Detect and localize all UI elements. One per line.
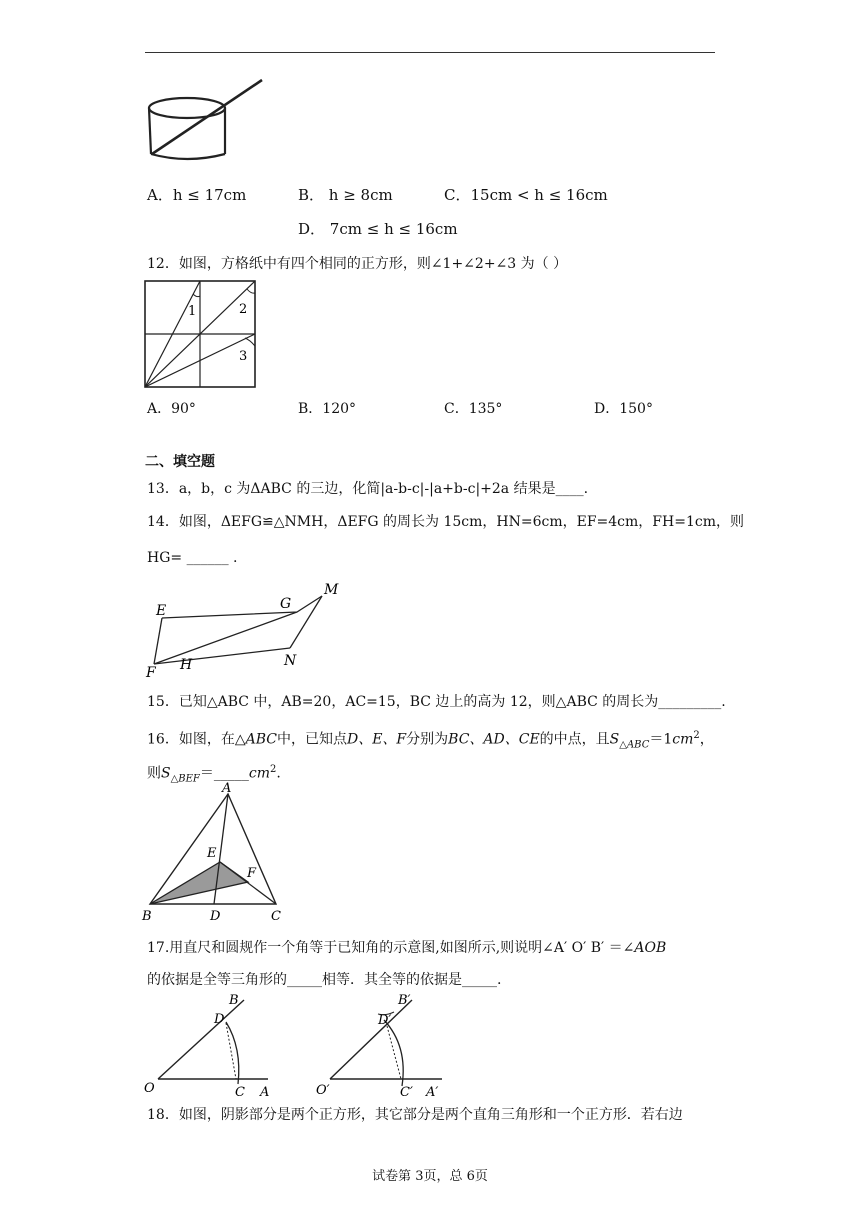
q16-text-segment: ， [699,731,714,748]
label-e: E [207,846,217,861]
angle-label-3: 3 [239,349,248,364]
label-o-prime: O′ [316,1083,330,1098]
q12-option-d: D．150° [594,401,653,417]
label-c-prime: C′ [400,1085,413,1100]
original-angle-figure [140,990,280,1102]
q11-option-a: A．h ≤ 17cm [147,186,247,204]
label-d: D [210,909,221,924]
section-title: 二、填空题 [145,454,215,470]
label-f: F [146,665,156,681]
cylinder-left-side [149,108,151,154]
label-n: N [284,653,297,669]
header-rule [145,52,715,53]
q17-question-line2: 的依据是全等三角形的_____相等．其全等的依据是_____. [147,972,502,988]
triangle-midpoints-figure [138,782,298,924]
label-b: B [142,909,152,924]
q16-unit-exponent: 2 [693,730,700,741]
cylinder-top-ellipse [149,98,225,118]
ray-ob [158,1000,244,1079]
q16-segment-names: BC、AD、CE [448,731,540,748]
q16-text-segment: 分别为 [406,731,449,748]
segment-e-f [154,618,162,664]
q15-question: 15．已知△ABC 中，AB=20，AC=15，BC 边上的高为 12，则△ABC 的周长为_________. [147,694,726,710]
q14-question-line2: HG= ______ . [147,550,238,566]
label-b-prime: B′ [398,993,411,1008]
q17-angle-name: AOB [634,940,667,956]
label-m: M [324,582,339,598]
cylinder-rod-figure [140,70,270,170]
q16-point-names: D、E、F [346,731,407,748]
label-a: A [222,782,232,796]
q16-answer-blank: ＝_____ [199,765,249,782]
label-f: F [247,866,257,881]
label-e: E [156,603,167,619]
arc-c-prime-d-prime [384,1020,403,1086]
q12-option-a: A．90° [147,401,196,417]
q16-area-unit: cm [672,731,694,748]
label-c: C [235,1085,245,1100]
q16-text-segment: . [276,765,281,782]
congruent-triangles-figure [140,578,350,682]
q16-area-unit: cm [248,765,270,782]
q16-area-symbol: S [161,765,171,782]
q16-area-subscript: △BEF [170,773,200,785]
label-g: G [280,596,292,612]
label-a: A [260,1085,270,1100]
label-d-prime: D′ [378,1013,392,1028]
q14-question-line1: 14．如图，ΔEFG≌△NMH，ΔEFG 的周长为 15cm，HN=6cm，EF=4cm，FH=1cm，则 [147,514,744,530]
q11-option-b: B． h ≥ 8cm [298,186,393,204]
q16-text-segment: 的中点，且 [539,731,610,748]
copied-angle-figure [310,990,460,1102]
angle-1-arc [193,294,200,297]
angle-3-arc [245,338,255,346]
q16-area-symbol: S [609,731,620,748]
q12-question: 12．如图，方格纸中有四个相同的正方形，则∠1+∠2+∠3 为（ ） [147,256,568,272]
q12-option-b: B．120° [298,401,357,417]
label-h: H [180,657,193,673]
q12-option-c: C．135° [444,401,503,417]
q17-text-segment: 17.用直尺和圆规作一个角等于已知角的示意图,如图所示,则说明∠A′ O′ B′ ＝∠ [147,940,635,956]
label-o: O [144,1081,155,1096]
q13-question: 13．a，b，c 为ΔABC 的三边，化简|a-b-c|-|a+b-c|+2a 结果是____. [147,481,589,497]
q16-text-segment: 则 [147,765,161,782]
q17-question-line1 [147,938,666,958]
q11-option-d: D． 7cm ≤ h ≤ 16cm [298,220,458,238]
segment-n-m [290,596,322,648]
label-d: D [214,1012,225,1027]
q11-option-c: C．15cm < h ≤ 16cm [444,186,608,204]
ray-o-prime-b-prime [330,1000,412,1079]
grid-angles-figure [144,280,258,390]
q16-area-value: ＝1 [649,731,673,748]
q16-text-segment: 16．如图，在 [147,731,235,748]
angle-label-2: 2 [239,302,248,317]
page-footer: 试卷第 3页，总 6页 [372,1169,488,1184]
q16-text-segment: 中，已知点 [276,731,347,748]
q16-question-line1 [147,726,714,755]
angle-2-arc [247,289,255,293]
q16-unit-exponent: 2 [270,764,277,775]
q16-area-subscript: △ABC [619,739,650,751]
segment-e-g-m [162,596,322,618]
label-b: B [229,993,239,1008]
cylinder-bottom-arc [151,154,225,159]
q16-triangle-name: △ABC [234,731,277,748]
label-a-prime: A′ [426,1085,439,1100]
q18-question: 18．如图，阴影部分是两个正方形，其它部分是两个直角三角形和一个正方形．若右边 [147,1107,683,1123]
label-c: C [271,909,281,924]
angle-label-1: 1 [188,304,197,319]
